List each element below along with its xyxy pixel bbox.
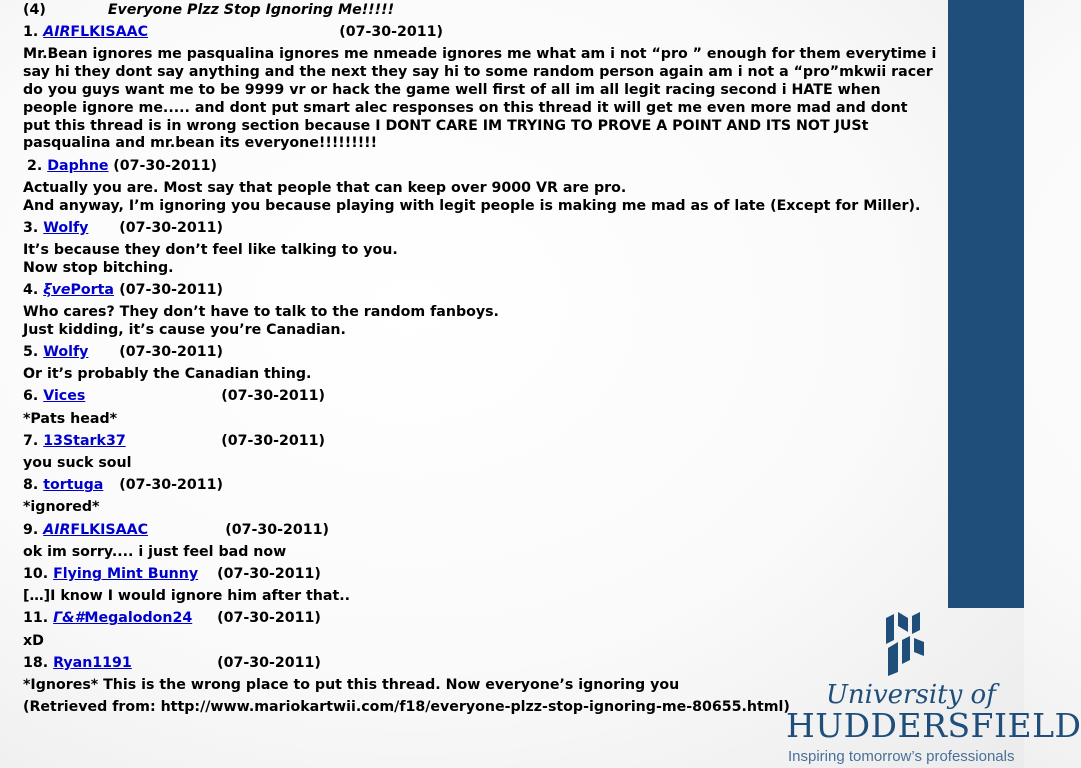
post-header: [23, 220, 938, 238]
post-date: (07-30-2011): [217, 654, 321, 671]
post-number: 2.: [27, 157, 43, 174]
username-text: Wolfy: [43, 344, 89, 361]
post-header: [23, 477, 938, 495]
post-date: (07-30-2011): [113, 157, 217, 174]
post-number: 1.: [23, 24, 39, 41]
crest-icon: [878, 610, 938, 680]
post-body-line: *Ignores* This is the wrong place to put this thread. Now everyone’s ignoring you: [23, 676, 680, 693]
post-number: 18.: [23, 654, 49, 671]
username-text: Wolfy: [43, 219, 89, 236]
post-header: [23, 433, 938, 451]
username-text: Daphne: [47, 157, 109, 174]
post-date: (07-30-2011): [119, 281, 223, 298]
post-header: [23, 522, 938, 540]
logo-tagline: Inspiring tomorrow’s professionals: [788, 748, 1015, 765]
post-body: [23, 304, 938, 340]
post-date: (07-30-2011): [221, 432, 325, 449]
post-number: 11.: [23, 610, 49, 627]
post-date: (07-30-2011): [119, 477, 223, 494]
post-header: [23, 24, 938, 42]
username-link[interactable]: [53, 566, 198, 582]
username-link[interactable]: [53, 655, 132, 671]
post-number: 4.: [23, 281, 39, 298]
username-link[interactable]: [43, 433, 126, 449]
username-link[interactable]: [43, 522, 148, 538]
post-body-line: It’s because they don’t feel like talking to you.: [23, 241, 398, 258]
post-body-line: Just kidding, it’s cause you’re Canadian.: [23, 321, 346, 338]
post-body-line: Mr.Bean ignores me pasqualina ignores me nmeade ignores me what am i not “pro ” enough for them everytime i say hi they dont say anything and the next they say hi to some random person again am i not a “pro”mkwii racer do you guys want me to be 9999 vr or hack the game well first of all im all legit racing second i HATE when people ignore me..... and dont put smart alec responses on this thread it will get me even more mad and dont put this thread is in wrong section because I DONT CARE IM TRYING TO PROVE A POINT AND ITS NOT JUSt pasqualina and mr.bean its everyone!!!!!!!!!: [23, 46, 937, 152]
post-body-line: ok im sorry.... i just feel bad now: [23, 543, 287, 560]
username-prefix: AIR: [43, 521, 71, 538]
post-number: 3.: [23, 219, 39, 236]
username-link[interactable]: [43, 282, 114, 298]
post-body: [23, 455, 938, 473]
username-text: Flying Mint Bunny: [53, 565, 199, 582]
post-body: [23, 588, 938, 606]
post-body: [23, 411, 938, 429]
university-logo: [782, 610, 1081, 768]
heading-title: Everyone Plzz Stop Ignoring Me!!!!!: [107, 2, 395, 18]
username-link[interactable]: [47, 158, 108, 174]
post-body-line: you suck soul: [23, 455, 132, 471]
post-body-line: *Pats head*: [23, 410, 118, 427]
post-date: (07-30-2011): [221, 388, 325, 405]
username-link[interactable]: [43, 388, 85, 404]
logo-huddersfield: HUDDERSFIELD: [786, 706, 1081, 745]
username-link[interactable]: [43, 24, 148, 40]
username-text: FLKISAAC: [70, 24, 149, 41]
post-body: [23, 366, 938, 384]
logo-university-of: University of: [826, 680, 996, 710]
post-header: [23, 388, 938, 406]
post-body-line: Or it’s probably the Canadian thing.: [23, 366, 312, 383]
post-body-line: *ignored*: [23, 499, 100, 516]
post-body-line: Now stop bitching.: [23, 259, 174, 276]
post-number: 10.: [23, 565, 49, 582]
post-body: [23, 544, 938, 562]
side-accent-bar: [948, 0, 1024, 608]
username-text: Ryan1191: [53, 654, 132, 671]
username-text: FLKISAAC: [70, 521, 149, 538]
username-prefix: ξvе: [43, 281, 71, 298]
username-link[interactable]: [43, 220, 88, 236]
username-link[interactable]: [43, 477, 103, 493]
post-body: [23, 180, 938, 216]
thread-heading: [23, 2, 938, 20]
post-body: [23, 46, 938, 153]
post-header: [23, 344, 938, 362]
post-header: [23, 566, 938, 584]
post-date: (07-30-2011): [119, 219, 223, 236]
post-date: (07-30-2011): [225, 521, 329, 538]
post-header: [23, 282, 938, 300]
username-text: Vices: [43, 388, 86, 405]
username-prefix: AIR: [43, 24, 71, 41]
post-body: [23, 499, 938, 517]
post-number: 8.: [23, 477, 39, 494]
post-number: 9.: [23, 521, 39, 538]
post-body-line: Who cares? They don’t have to talk to the random fanboys.: [23, 304, 499, 321]
post-number: 5.: [23, 344, 39, 361]
post-number: 6.: [23, 388, 39, 405]
post-date: (07-30-2011): [217, 610, 321, 627]
username-link[interactable]: [53, 610, 192, 626]
username-text: 13Stark37: [43, 432, 126, 449]
post-body-line: Actually you are. Most say that people that can keep over 9000 VR are pro.: [23, 179, 627, 196]
source-citation: (Retrieved from: http://www.mariokartwii.com/f18/everyone-plzz-stop-ignoring-me-80655.html): [23, 699, 790, 716]
post-body-line: And anyway, I’m ignoring you because playing with legit people is making me mad as of late (Except for Miller).: [23, 197, 921, 214]
post-header: [23, 158, 938, 176]
post-date: (07-30-2011): [217, 565, 321, 582]
post-date: (07-30-2011): [119, 344, 223, 361]
post-number: 7.: [23, 432, 39, 449]
username-text: Porta: [70, 281, 114, 298]
post-body: [23, 242, 938, 278]
post-body-line: xD: [23, 632, 44, 649]
username-prefix: Г&#: [53, 610, 85, 627]
post-date: (07-30-2011): [339, 24, 443, 41]
heading-number: (4): [23, 2, 46, 18]
username-text: Megalodon24: [84, 610, 193, 627]
post-body-line: […]I know I would ignore him after that..: [23, 588, 351, 605]
username-link[interactable]: [43, 344, 88, 360]
username-text: tortuga: [43, 477, 104, 494]
